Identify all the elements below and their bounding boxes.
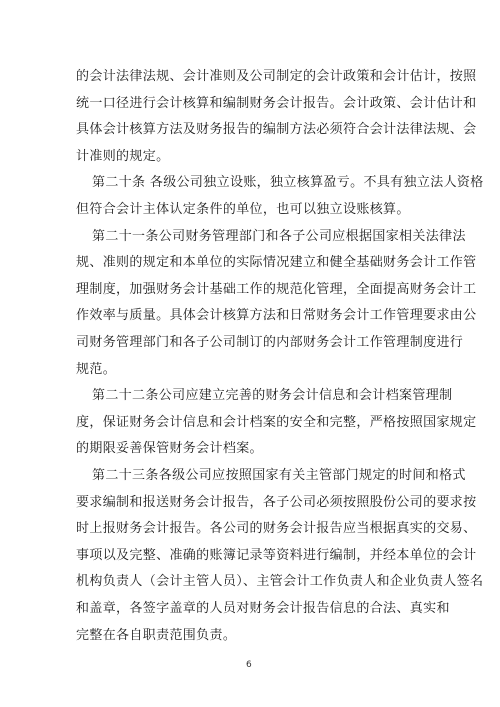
text-line: 第二十一条公司财务管理部门和各子公司应根据国家相关法律法 — [92, 228, 466, 244]
text-line: 规范。 — [76, 361, 117, 377]
text-line: 第二十条 各级公司独立设账，独立核算盈亏。不具有独立法人资格 — [92, 175, 484, 191]
text-line: 统一口径进行会计核算和编制财务会计报告。会计政策、会计估计和 — [76, 95, 477, 111]
text-line: 计准则的规定。 — [76, 148, 170, 164]
text-line: 但符合会计主体认定条件的单位，也可以独立设账核算。 — [76, 202, 410, 217]
page-number: 6 — [246, 660, 252, 670]
text-line: 机构负责人（会计主管人员）、主管会计工作负责人和企业负责人签名 — [76, 574, 484, 590]
text-line: 时上报财务会计报告。各公司的财务会计报告应当根据真实的交易、 — [76, 521, 477, 537]
text-line: 事项以及完整、准确的账簿记录等资料进行编制，并经本单位的会计 — [76, 547, 477, 563]
text-line: 的会计法律法规、会计准则及公司制定的会计政策和会计估计，按照 — [76, 69, 477, 84]
text-line: 第二十三条各级公司应按照国家有关主管部门规定的时间和格式 — [92, 468, 466, 483]
text-line: 作效率与质量。具体会计核算方法和日常财务会计工作管理要求由公 — [76, 308, 477, 324]
text-line: 度，保证财务会计信息和会计档案的安全和完整，严格按照国家规定 — [76, 414, 477, 430]
text-line: 理制度，加强财务会计基础工作的规范化管理，全面提高财务会计工 — [76, 281, 477, 297]
text-line: 规、准则的规定和本单位的实际情况建立和健全基础财务会计工作管 — [76, 255, 477, 271]
text-line: 完整在各自职责范围负责。 — [76, 627, 237, 643]
text-line: 的期限妥善保管财务会计档案。 — [76, 441, 263, 457]
text-line: 和盖章，各签字盖章的人员对财务会计报告信息的合法、真实和 — [76, 601, 450, 616]
text-line: 具体会计核算方法及财务报告的编制方法必须符合会计法律法规、会 — [76, 122, 477, 138]
text-line: 第二十二条公司应建立完善的财务会计信息和会计档案管理制 — [92, 388, 453, 404]
text-line: 司财务管理部门和各子公司制订的内部财务会计工作管理制度进行 — [76, 335, 464, 350]
text-line: 要求编制和报送财务会计报告，各子公司必须按照股份公司的要求按 — [76, 494, 477, 510]
